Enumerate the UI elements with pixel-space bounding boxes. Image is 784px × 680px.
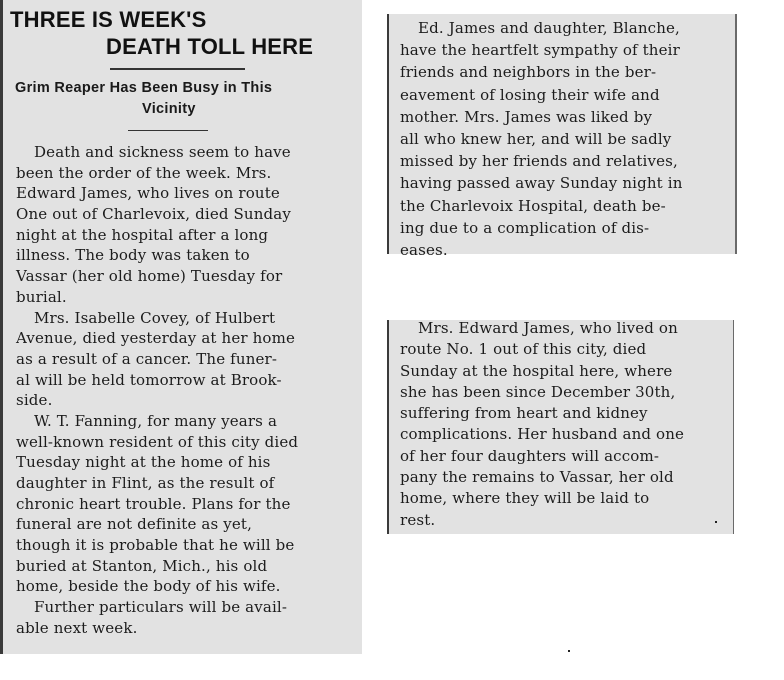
clipping-line: Sunday at the hospital here, where xyxy=(400,361,673,380)
stray-ink-dot xyxy=(568,650,570,652)
article-line: Avenue, died yesterday at her home xyxy=(16,329,295,348)
clipping-line: of her four daughters will accom- xyxy=(400,446,660,465)
clipping-line: suffering from heart and kidney xyxy=(400,404,648,423)
clipping-line: she has been since December 30th, xyxy=(400,382,676,401)
article-line: Edward James, who lives on route xyxy=(16,184,280,203)
article-line: able next week. xyxy=(16,618,138,637)
article-line: One out of Charlevoix, died Sunday xyxy=(16,205,292,224)
subhead-line-1: Grim Reaper Has Been Busy in This xyxy=(15,80,273,96)
clipping-line: home, where they will be laid to xyxy=(400,489,650,508)
clipping-line: rest. xyxy=(400,510,436,529)
article-line: burial. xyxy=(16,287,67,306)
article-line: chronic heart trouble. Plans for the xyxy=(16,494,291,513)
article-line: Vassar (her old home) Tuesday for xyxy=(16,267,283,286)
clipping-line: Mrs. Edward James, who lived on xyxy=(418,319,678,337)
article-line: W. T. Fanning, for many years a xyxy=(34,411,278,430)
clipping-line: eases. xyxy=(400,240,448,259)
article-line: well-known resident of this city died xyxy=(16,432,299,451)
clipping-line: complications. Her husband and one xyxy=(400,425,685,444)
subhead-rule xyxy=(128,130,208,131)
article-line: as a result of a cancer. The funer- xyxy=(16,349,278,368)
clipping-line: having passed away Sunday night in xyxy=(400,174,683,193)
article-line: funeral are not definite as yet, xyxy=(16,515,252,534)
clipping-line: pany the remains to Vassar, her old xyxy=(400,468,674,487)
headline-line-2: DEATH TOLL HERE xyxy=(106,34,314,59)
headline-rule xyxy=(110,68,245,70)
article-line: buried at Stanton, Mich., his old xyxy=(16,556,268,575)
clipping-line: friends and neighbors in the ber- xyxy=(400,63,657,82)
clipping-line: mother. Mrs. James was liked by xyxy=(400,107,653,126)
article-line: night at the hospital after a long xyxy=(16,225,269,244)
article-line: Further particulars will be avail- xyxy=(34,598,288,617)
article-line: Tuesday night at the home of his xyxy=(16,453,271,472)
clipping-line: all who knew her, and will be sadly xyxy=(400,129,672,148)
stray-ink-dot xyxy=(715,521,717,523)
article-line: side. xyxy=(16,391,53,410)
article-line: illness. The body was taken to xyxy=(16,246,250,265)
clipping-line: Ed. James and daughter, Blanche, xyxy=(418,19,680,37)
clipping-line: the Charlevoix Hospital, death be- xyxy=(400,196,666,215)
headline-line-1: THREE IS WEEK'S xyxy=(10,7,207,32)
article-line: Mrs. Isabelle Covey, of Hulbert xyxy=(34,308,276,327)
article-line: al will be held tomorrow at Brook- xyxy=(16,370,282,389)
bottom-right-clipping-body xyxy=(400,318,684,531)
clipping-line: missed by her friends and relatives, xyxy=(400,152,678,171)
clipping-line: route No. 1 out of this city, died xyxy=(400,340,647,359)
article-body xyxy=(16,142,298,639)
clipping-line: eavement of losing their wife and xyxy=(400,85,660,104)
article-line: home, beside the body of his wife. xyxy=(16,577,281,596)
article-line: though it is probable that he will be xyxy=(16,536,295,555)
top-right-clipping-body xyxy=(400,17,683,261)
article-line: been the order of the week. Mrs. xyxy=(16,163,272,182)
article-line: Death and sickness seem to have xyxy=(34,143,291,161)
clipping-line: ing due to a complication of dis- xyxy=(400,218,650,237)
subhead-line-2: Vicinity xyxy=(142,101,196,117)
article-line: daughter in Flint, as the result of xyxy=(16,474,275,492)
clipping-line: have the heartfelt sympathy of their xyxy=(400,41,680,60)
